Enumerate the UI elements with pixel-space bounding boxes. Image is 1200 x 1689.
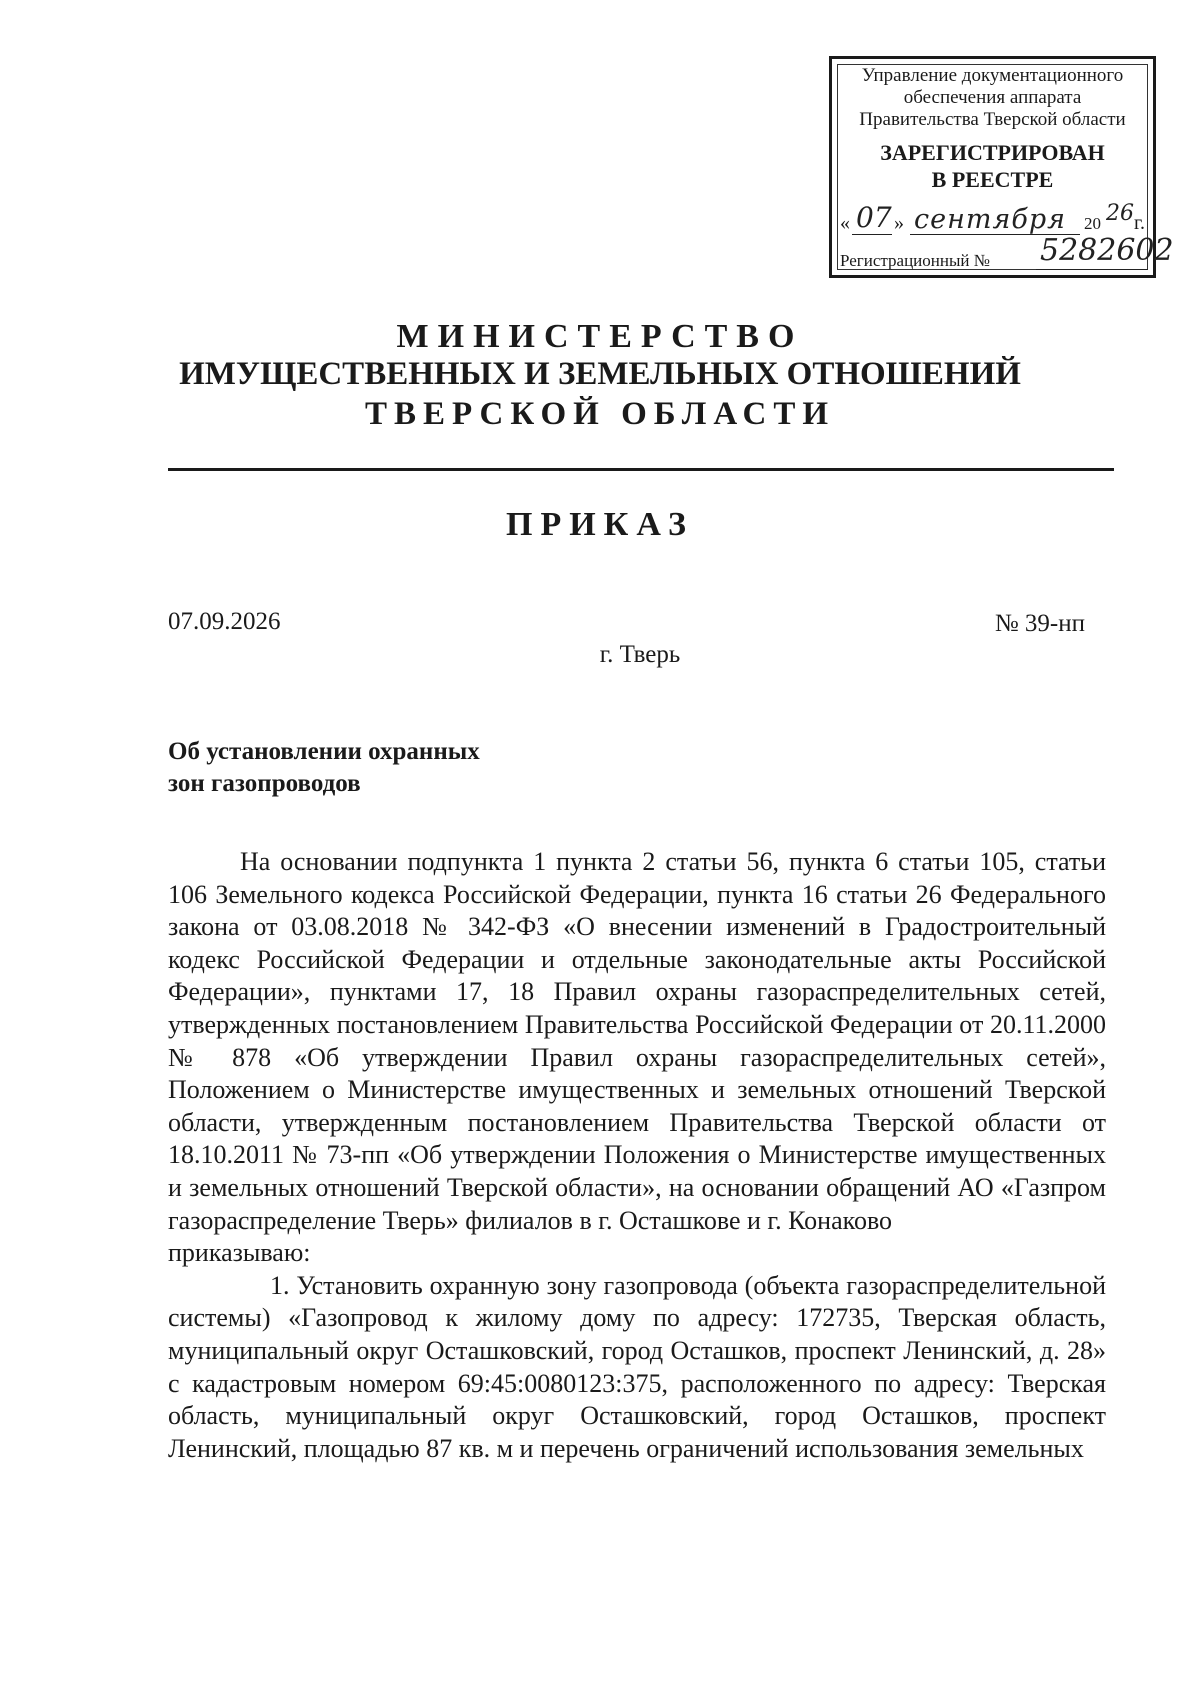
subject-line: Об установлении охранных — [168, 738, 480, 765]
stamp-status-line: ЗАРЕГИСТРИРОВАН — [880, 140, 1105, 165]
stamp-handwritten-year: 26 — [1106, 201, 1134, 226]
stamp-quote-close: » — [894, 212, 904, 234]
stamp-org-line: Правительства Тверской области — [859, 109, 1126, 130]
stamp-number-underline — [1036, 269, 1148, 270]
stamp-day-underline — [852, 234, 892, 235]
document-city: г. Тверь — [599, 641, 681, 668]
stamp-handwritten-day: 07 — [856, 201, 892, 234]
stamp-handwritten-number: 5282602 — [1040, 233, 1174, 268]
document-type-title: ПРИКАЗ — [506, 506, 694, 543]
stamp-quote-open: « — [840, 212, 850, 234]
ministry-title-line-1: МИНИСТЕРСТВО — [396, 318, 804, 355]
ministry-title-line-3: ТВЕРСКОЙ ОБЛАСТИ — [364, 396, 836, 432]
stamp-year-unit: г. — [1134, 212, 1145, 234]
order-item-1: 1. Установить охранную зону газопровода (объекта газораспределительной системы) «Газопровод к жилому дому по адресу: 172735, Тверская область, муниципальный округ Осташковский, город Осташков, проспект Ленинский, д. 28» с кадастровым номером 69:45:0080123:375, расположенного по адресу: Тверская область, муниципальный округ Осташковский, город Осташков, проспект Ленинский, площадью 87 кв. м и перечень ограничений использования земельных — [168, 1270, 1106, 1463]
stamp-handwritten-month: сентября — [914, 204, 1067, 235]
registration-stamp — [829, 56, 1174, 278]
stamp-org-line: Управление документационного — [861, 65, 1124, 86]
document-number: № 39-нп — [994, 610, 1085, 637]
header-divider — [168, 468, 1114, 471]
document-body — [168, 846, 1106, 1465]
stamp-number-line — [840, 233, 1174, 271]
stamp-year-prefix: 20 — [1084, 214, 1101, 233]
stamp-org-line: обеспечения аппарата — [903, 87, 1082, 108]
body-paragraph-preamble: На основании подпункта 1 пункта 2 статьи 56, пункта 6 статьи 105, статьи 106 Земельного кодекса Российской Федерации, пункта 16 статьи 26 Федерального закона от 03.08.2018 № 342-ФЗ «О внесении изменений в Градостроительный кодекс Российской Федерации и отдельные законодательные акты Российской Федерации», пунктами 17, 18 Правил охраны газораспределительных сетей, утвержденных постановлением Правительства Российской Федерации от 20.11.2000 № 878 «Об утверждении Правил охраны газораспределительных сетей», Положением о Министерстве имущественных и земельных отношений Тверской области, утвержденным постановлением Правительства Тверской области от 18.10.2011 № 73-пп «Об утверждении Положения о Министерстве имущественных и земельных отношений Тверской области», на основании обращений АО «Газпром газораспределение Тверь» филиалов в г. Осташкове и г. Конаково — [168, 847, 1106, 1235]
document-subject — [168, 736, 480, 800]
document-date: 07.09.2026 — [168, 608, 281, 635]
ministry-title-line-2: ИМУЩЕСТВЕННЫХ И ЗЕМЕЛЬНЫХ ОТНОШЕНИЙ — [179, 356, 1021, 392]
stamp-status-line: В РЕЕСТРЕ — [931, 167, 1054, 192]
order-word: приказываю: — [168, 1238, 311, 1268]
subject-line: зон газопроводов — [168, 770, 361, 797]
stamp-reg-label: Регистрационный № — [840, 251, 990, 270]
